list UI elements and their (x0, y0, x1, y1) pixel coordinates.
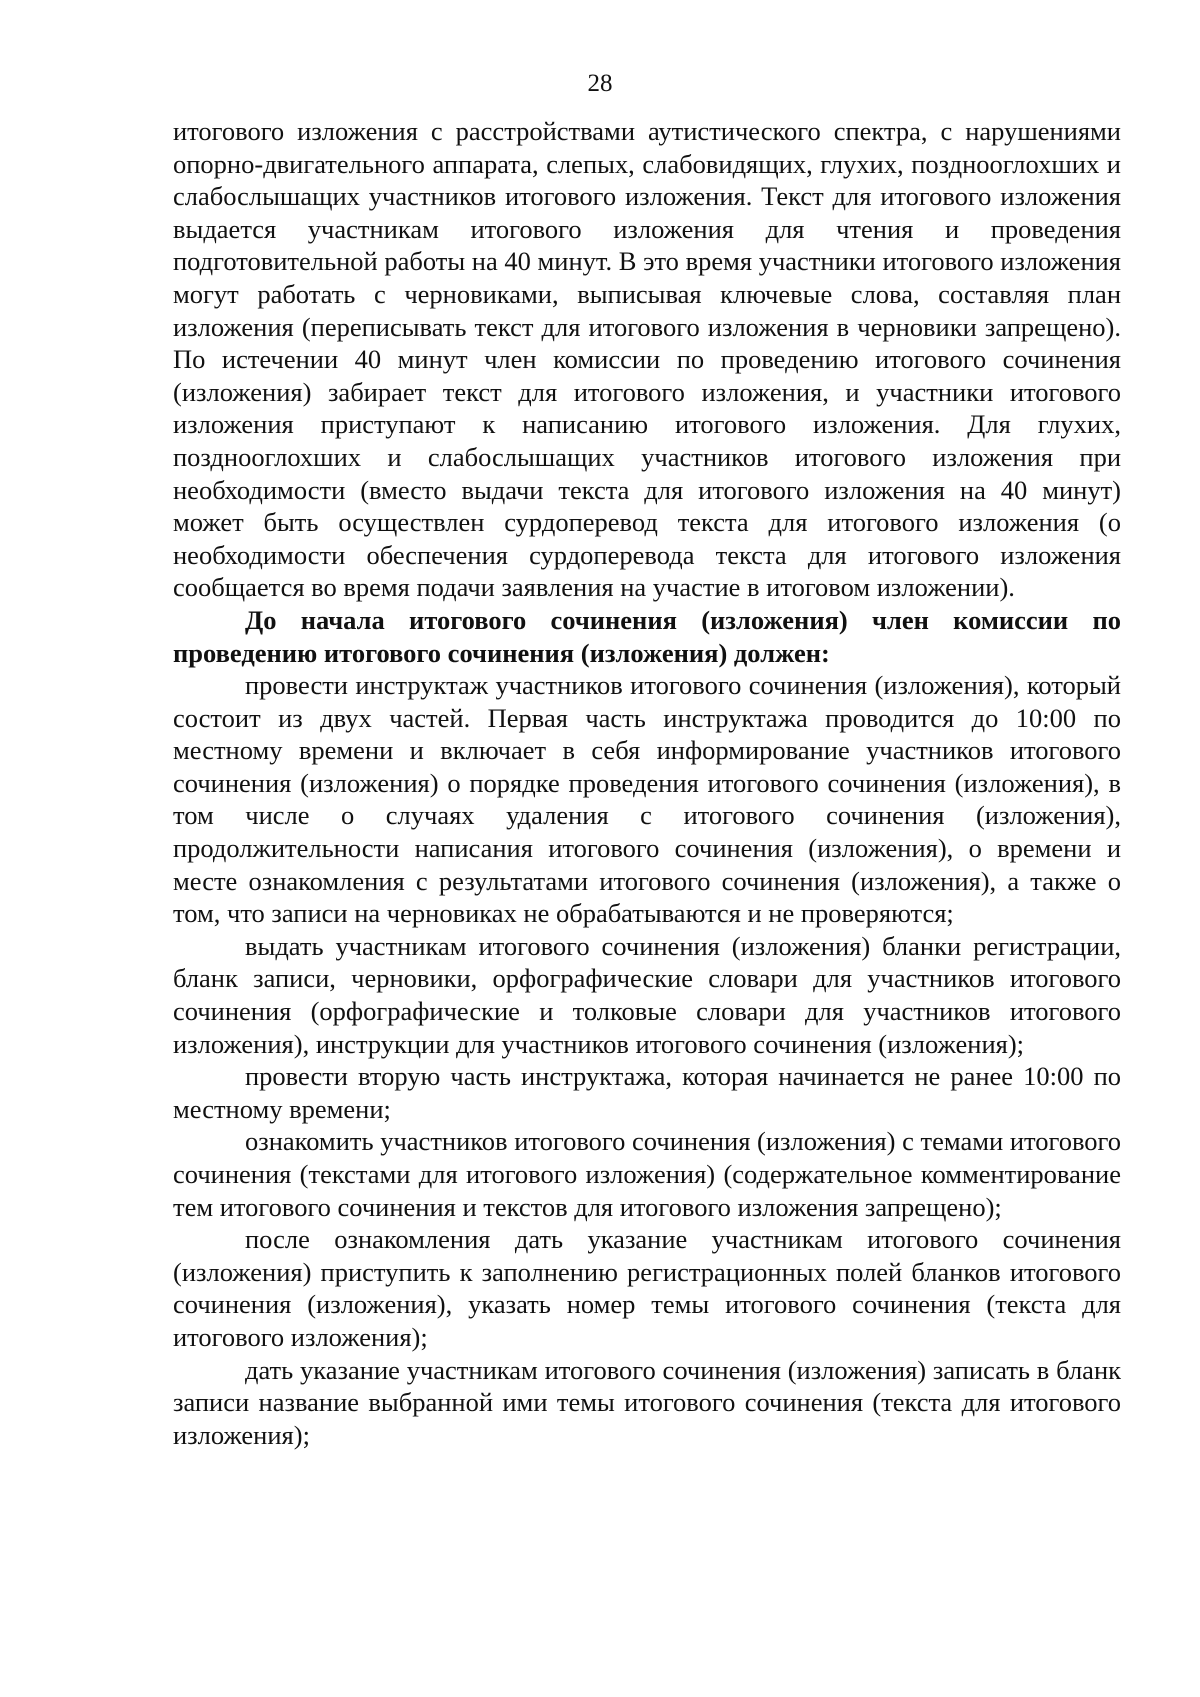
list-item-instruction: провести инструктаж участников итогового сочинения (изложения), который состоит из двух частей. Первая часть инструктажа проводится до 10:00 по местному времени и включает в себя информирование участников итогового сочинения (изложения) о порядке проведения итогового сочинения (изложения), в том числе о случаях удаления с итогового сочинения (изложения), продолжительности написания итогового сочинения (изложения), о времени и месте ознакомления с результатами итогового сочинения (изложения), а также о том, что записи на черновиках не обрабатываются и не проверяются; (173, 670, 1121, 929)
document-body (173, 115, 1121, 1451)
list-item-familiarize-topics: ознакомить участников итогового сочинения (изложения) с темами итогового сочинения (текстами для итогового изложения) (содержательное комментирование тем итогового сочинения и текстов для итогового изложения запрещено); (173, 1126, 1121, 1222)
page-number: 28 (587, 70, 613, 97)
list-item-issue-forms: выдать участникам итогового сочинения (изложения) бланки регистрации, бланк записи, черновики, орфографические словари для участников итогового сочинения (орфографические и толковые словари для участников итогового изложения), инструкции для участников итогового сочинения (изложения); (173, 930, 1121, 1059)
section-heading: До начала итогового сочинения (изложения) член комиссии по проведению итогового сочинения (изложения) должен: (173, 604, 1121, 668)
list-item-second-instruction: провести вторую часть инструктажа, которая начинается не ранее 10:00 по местному времени; (173, 1061, 1121, 1124)
list-item-fill-registration: после ознакомления дать указание участникам итогового сочинения (изложения) приступить к заполнению регистрационных полей бланков итогового сочинения (изложения), указать номер темы итогового сочинения (текста для итогового изложения); (173, 1224, 1121, 1352)
paragraph-continuation: итогового изложения с расстройствами аутистического спектра, с нарушениями опорно-двигательного аппарата, слепых, слабовидящих, глухих, позднооглохших и слабослышащих участников итогового изложения. Текст для итогового изложения выдается участникам итогового изложения для чтения и проведения подготовительной работы на 40 минут. В это время участники итогового изложения могут работать с черновиками, выписывая ключевые слова, составляя план изложения (переписывать текст для итогового изложения в черновики запрещено). По истечении 40 минут член комиссии по проведению итогового сочинения (изложения) забирает текст для итогового изложения, и участники итогового изложения приступают к написанию итогового изложения. Для глухих, позднооглохших и слабослышащих участников итогового изложения при необходимости (вместо выдачи текста для итогового изложения на 40 минут) может быть осуществлен сурдоперевод текста для итогового изложения (о необходимости обеспечения сурдоперевода текста для итогового изложения сообщается во время подачи заявления на участие в итоговом изложении). (173, 116, 1121, 603)
list-item-write-topic: дать указание участникам итогового сочинения (изложения) записать в бланк записи название выбранной ими темы итогового сочинения (текста для итогового изложения); (173, 1354, 1121, 1450)
